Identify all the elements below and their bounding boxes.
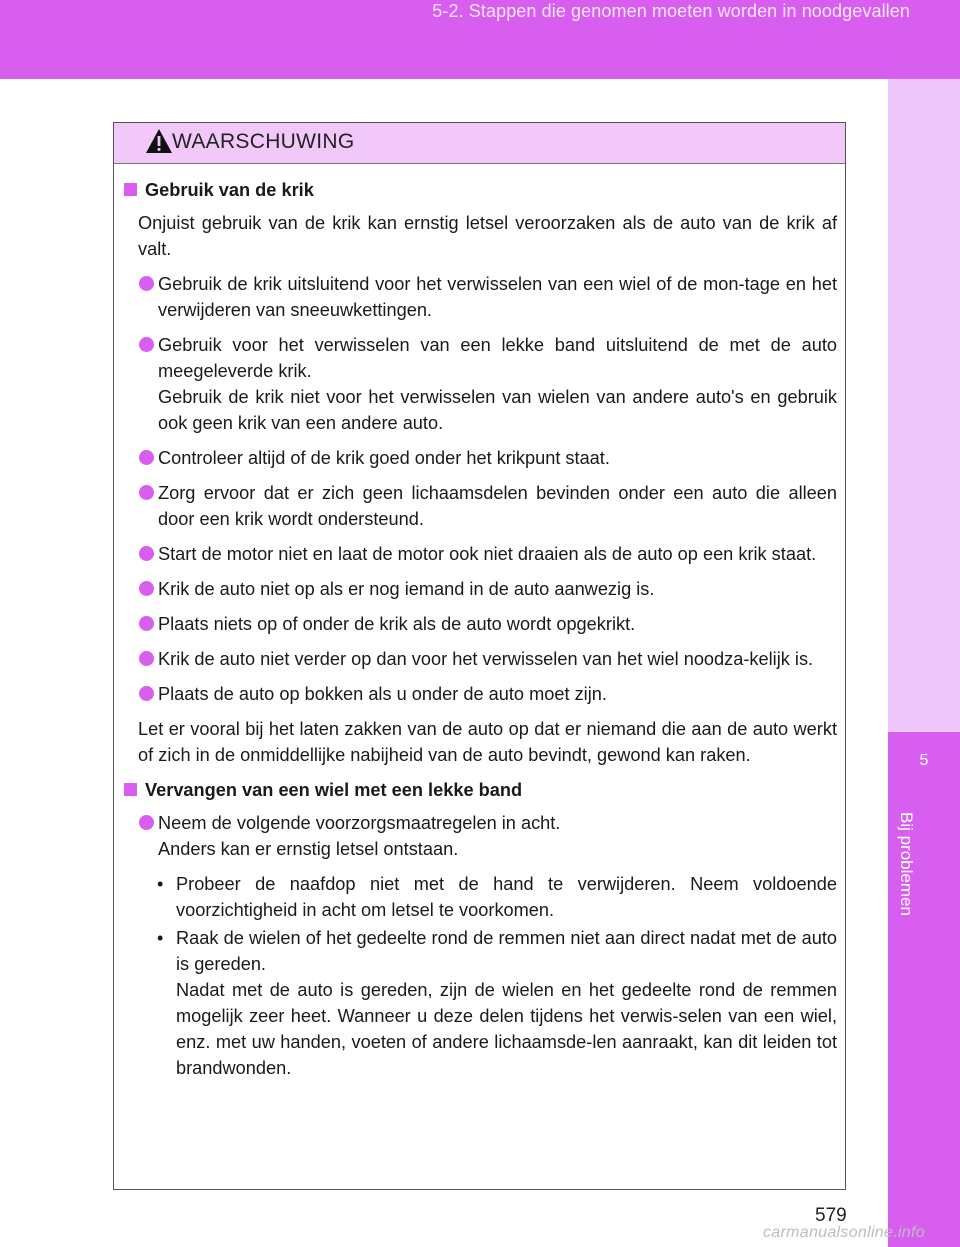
list-item: [124, 646, 837, 672]
list-item-text: Neem de volgende voorzorgsmaatregelen in acht.: [158, 813, 561, 833]
bullet-dot-icon: [139, 546, 154, 561]
sub-list-item-text: Raak de wielen of het gedeelte rond de remmen niet aan direct nadat met de auto is gereden.: [176, 928, 837, 974]
list-item: [124, 576, 837, 602]
warning-content: [124, 177, 837, 1083]
sub-bullet-icon: •: [157, 874, 164, 894]
list-item: [124, 480, 837, 532]
heading-text: Gebruik van de krik: [145, 180, 314, 200]
intro-paragraph: Onjuist gebruik van de krik kan ernstig letsel veroorzaken als de auto van de krik af valt.: [138, 213, 837, 259]
outro-paragraph: Let er vooral bij het laten zakken van de auto op dat er niemand die aan de auto werkt of zich in de onmiddellijke nabijheid van de auto bevindt, gewond kan raken.: [138, 719, 837, 765]
page-number: 579: [815, 1205, 847, 1226]
list-item: [124, 541, 837, 567]
list-item-text: Start de motor niet en laat de motor ook niet draaien als de auto op een krik staat.: [158, 544, 817, 564]
bullet-dot-icon: [139, 485, 154, 500]
sub-list-item-extra: Nadat met de auto is gereden, zijn de wielen en het gedeelte rond de remmen mogelijk zeer heet. Wanneer u deze delen tijdens het verwis-selen van een wiel, enz. met uw handen, voeten of andere lichaamsde-len aanraakt, kan dit leiden tot brandwonden.: [176, 980, 837, 1078]
sub-list-item: [124, 871, 837, 923]
list-item-text: Plaats niets op of onder de krik als de auto wordt opgekrikt.: [158, 614, 636, 634]
list-item: [124, 332, 837, 436]
list-item-extra: Gebruik de krik niet voor het verwisselen van wielen van andere auto's en gebruik ook geen krik van een andere auto.: [158, 387, 837, 433]
chapter-number: 5: [919, 752, 929, 769]
list-item-text: Krik de auto niet op als er nog iemand in de auto aanwezig is.: [158, 579, 655, 599]
warning-header: [114, 123, 845, 164]
warning-triangle-icon: [145, 128, 173, 154]
list-item-text: Controleer altijd of de krik goed onder het krikpunt staat.: [158, 448, 610, 468]
watermark: carmanualsonline.info: [763, 1224, 925, 1241]
section-heading: [124, 777, 837, 803]
heading-text: Vervangen van een wiel met een lekke band: [145, 780, 523, 800]
square-bullet-icon: [124, 183, 137, 196]
chapter-label: Bij problemen: [897, 812, 916, 916]
square-bullet-icon: [124, 783, 137, 796]
bullet-dot-icon: [139, 616, 154, 631]
bullet-dot-icon: [139, 815, 154, 830]
list-item-extra: Anders kan er ernstig letsel ontstaan.: [158, 839, 459, 859]
list-item: [124, 681, 837, 707]
list-item: [124, 445, 837, 471]
bullet-dot-icon: [139, 651, 154, 666]
list-item-text: Zorg ervoor dat er zich geen lichaamsdelen bevinden onder een auto die alleen door een krik wordt ondersteund.: [158, 483, 837, 529]
warning-box: [113, 122, 846, 1190]
list-item-text: Krik de auto niet verder op dan voor het verwisselen van het wiel noodza-kelijk is.: [158, 649, 814, 669]
list-item-text: Plaats de auto op bokken als u onder de auto moet zijn.: [158, 684, 607, 704]
sub-list-item: [124, 925, 837, 1081]
section-heading: [124, 177, 837, 203]
bullet-dot-icon: [139, 581, 154, 596]
bullet-dot-icon: [139, 686, 154, 701]
bullet-dot-icon: [139, 337, 154, 352]
section-title: 5-2. Stappen die genomen moeten worden in noodgevallen: [432, 1, 910, 21]
list-item: [124, 810, 837, 862]
list-item-text: Gebruik voor het verwisselen van een lekke band uitsluitend de met de auto meegeleverde krik.: [158, 335, 837, 381]
bullet-dot-icon: [139, 450, 154, 465]
warning-title: WAARSCHUWING: [172, 130, 355, 153]
list-item: [124, 611, 837, 637]
list-item: [124, 271, 837, 323]
sub-list-item-text: Probeer de naafdop niet met de hand te verwijderen. Neem voldoende voorzichtigheid in acht om letsel te voorkomen.: [176, 874, 837, 920]
chapter-tab[interactable]: [888, 732, 960, 1247]
list-item-text: Gebruik de krik uitsluitend voor het verwisselen van een wiel of de mon-tage en het verwijderen van sneeuwkettingen.: [158, 274, 837, 320]
bullet-dot-icon: [139, 276, 154, 291]
sub-bullet-icon: •: [157, 928, 164, 948]
